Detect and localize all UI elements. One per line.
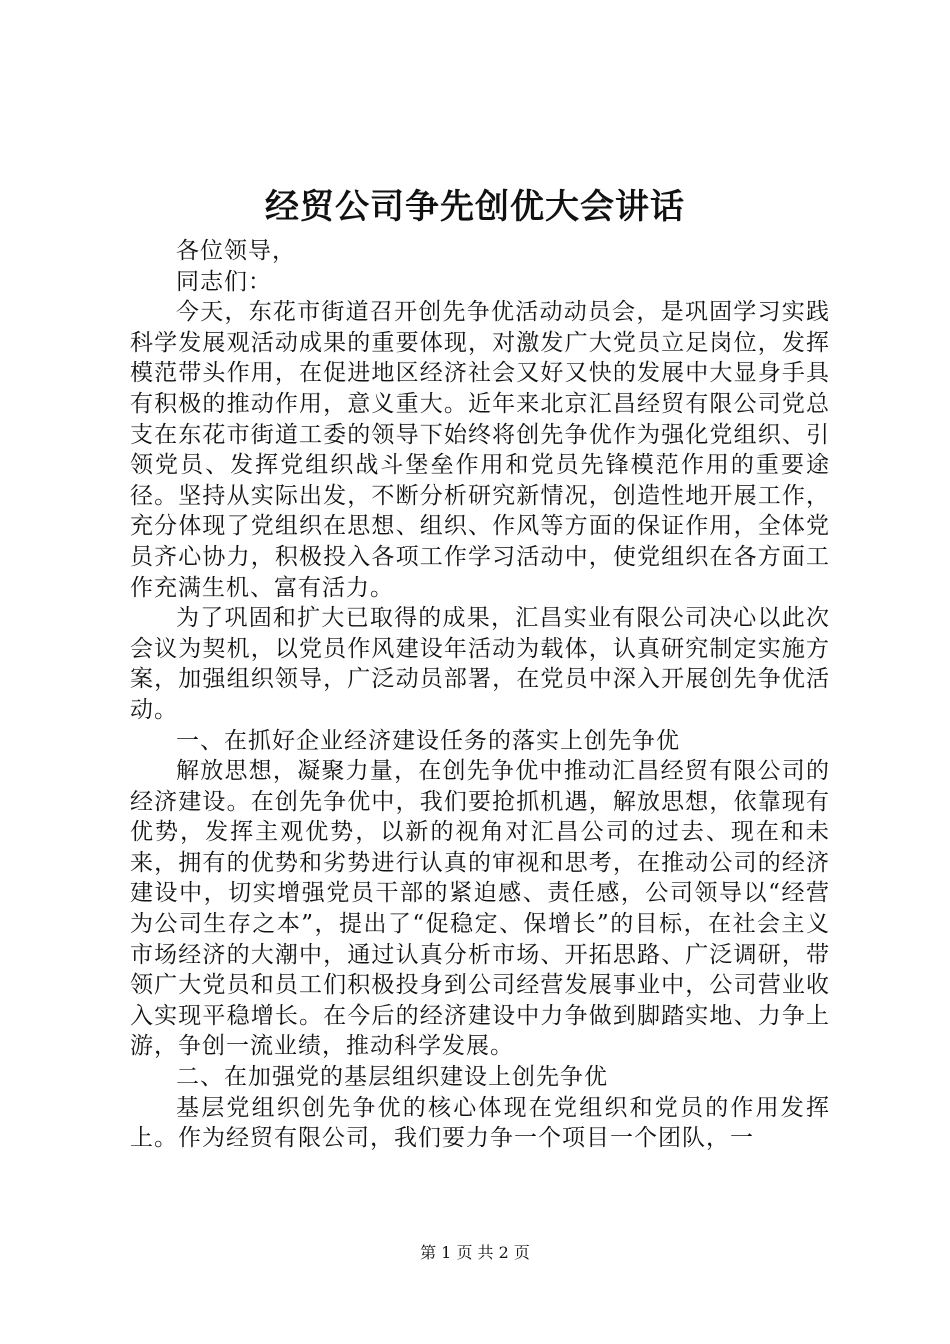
salutation-line: 同志们： (176, 268, 272, 295)
section-heading: 二、在加强党的基层组织建设上创先争优 (176, 1064, 608, 1091)
page-footer (0, 1242, 950, 1264)
section-heading: 一、在抓好企业经济建设任务的落实上创先争优 (176, 727, 680, 754)
salutation-line: 各位领导， (176, 238, 296, 264)
page-total: 共 2 页 (477, 1243, 530, 1262)
paragraph: 基层党组织创先争优的核心体现在党组织和党员的作用发挥上。作为经贸有限公司，我们要力争一个项目一个团队，一 (130, 1094, 830, 1152)
page-number: 第 1 页 (420, 1243, 473, 1262)
paragraph: 解放思想，凝聚力量，在创先争优中推动汇昌经贸有限公司的经济建设。在创先争优中，我们要抢抓机遇，解放思想，依靠现有优势，发挥主观优势，以新的视角对汇昌公司的过去、现在和未来，拥有的优势和劣势进行认真的审视和思考，在推动公司的经济建设中，切实增强党员干部的紧迫感、责任感，公司领导以“经营为公司生存之本”，提出了“促稳定、保增长”的目标，在社会主义市场经济的大潮中，通过认真分析市场、开拓思路、广泛调研，带领广大党员和员工们积极投身到公司经营发展事业中，公司营业收入实现平稳增长。在今后的经济建设中力争做到脚踏实地、力争上游，争创一流业绩，推动科学发展。 (130, 758, 830, 1060)
document-title: 经贸公司争先创优大会讲话 (265, 187, 685, 227)
document-body (130, 236, 830, 1154)
paragraph: 为了巩固和扩大已取得的成果，汇昌实业有限公司决心以此次会议为契机，以党员作风建设年活动为载体，认真研究制定实施方案，加强组织领导，广泛动员部署，在党员中深入开展创先争优活动。 (130, 605, 830, 723)
paragraph: 今天，东花市街道召开创先争优活动动员会，是巩固学习实践科学发展观活动成果的重要体现，对激发广大党员立足岗位，发挥模范带头作用，在促进地区经济社会又好又快的发展中大显身手具有积极的推动作用，意义重大。近年来北京汇昌经贸有限公司党总支在东花市街道工委的领导下始终将创先争优作为强化党组织、引领党员、发挥党组织战斗堡垒作用和党员先锋模范作用的重要途径。坚持从实际出发，不断分析研究新情况，创造性地开展工作，充分体现了党组织在思想、组织、作风等方面的保证作用，全体党员齐心协力，积极投入各项工作学习活动中，使党组织在各方面工作充满生机、富有活力。 (130, 299, 830, 601)
